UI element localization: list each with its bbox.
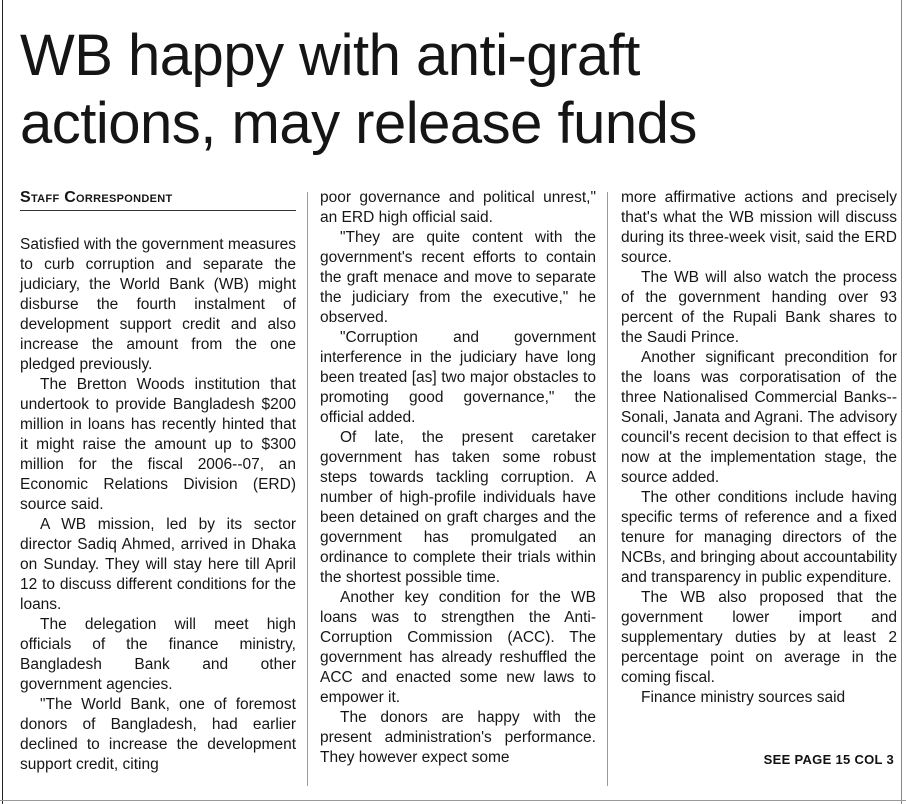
paragraph-15: Finance ministry sources said bbox=[641, 689, 846, 706]
byline: Staff Correspondent bbox=[20, 188, 296, 211]
paragraph-10-start: The donors are happy with the present administration's performance. They however expect some bbox=[320, 709, 596, 766]
continuation-note: SEE PAGE 15 COL 3 bbox=[763, 752, 894, 767]
column-1 bbox=[20, 188, 296, 775]
page-border-bottom bbox=[0, 800, 906, 801]
paragraph-5-end: poor governance and political unrest," an ERD high official said. bbox=[320, 189, 596, 226]
paragraph-14: The WB also proposed that the government lower import and supplementary duties by at least 2 percentage point on average in the coming fiscal. bbox=[621, 589, 897, 686]
paragraph-1: Satisfied with the government measures to curb corruption and separate the judiciary, the World Bank (WB) might disburse the fourth instalment of development support credit and also increase the amount from the one pledged previously. bbox=[20, 236, 296, 373]
paragraph-9: Another key condition for the WB loans was to strengthen the Anti-Corruption Commission (ACC). The government has already reshuffled the ACC and enacted some new laws to empower it. bbox=[320, 589, 596, 706]
paragraph-4: The delegation will meet high officials of the finance ministry, Bangladesh Bank and other government agencies. bbox=[20, 616, 296, 693]
headline-line-1: WB happy with anti-graft bbox=[20, 23, 640, 88]
headline-line-2: actions, may release funds bbox=[20, 91, 697, 156]
column-2 bbox=[320, 188, 596, 768]
paragraph-11: The WB will also watch the process of the government handing over 93 percent of the Rupali Bank shares to the Saudi Prince. bbox=[621, 269, 897, 346]
paragraph-8: Of late, the present caretaker government has taken some robust steps towards tackling corruption. A number of high-profile individuals have been detained on graft charges and the government has promulgated an ordinance to complete their trials within the shortest possible time. bbox=[320, 429, 596, 586]
paragraph-5-start: "The World Bank, one of foremost donors of Bangladesh, had earlier declined to increase the development support credit, citing bbox=[20, 696, 296, 773]
headline bbox=[20, 22, 900, 158]
column-3 bbox=[621, 188, 897, 708]
paragraph-6: "They are quite content with the government's recent efforts to contain the graft menace and move to separate the judiciary from the executive," he observed. bbox=[320, 229, 596, 326]
paragraph-13: The other conditions include having specific terms of reference and a fixed tenure for managing directors of the NCBs, and bringing about accountability and transparency in public expenditure. bbox=[621, 489, 897, 586]
paragraph-3: A WB mission, led by its sector director Sadiq Ahmed, arrived in Dhaka on Sunday. They will stay here till April 12 to discuss different conditions for the loans. bbox=[20, 516, 296, 613]
paragraph-2: The Bretton Woods institution that undertook to provide Bangladesh $200 million in loans has recently hinted that it might raise the amount up to $300 million for the fiscal 2006--07, an Economic Relations Division (ERD) source said. bbox=[20, 376, 296, 513]
paragraph-10-end: more affirmative actions and precisely that's what the WB mission will discuss during its three-week visit, said the ERD source. bbox=[621, 189, 897, 266]
paragraph-12: Another significant precondition for the loans was corporatisation of the three Nationalised Commercial Banks--Sonali, Janata and Agrani. The advisory council's recent decision to that effect is now at the implementation stage, the source added. bbox=[621, 349, 897, 486]
paragraph-7: "Corruption and government interference in the judiciary have long been treated [as] two major obstacles to promoting good governance," the official added. bbox=[320, 329, 596, 426]
article-body bbox=[0, 188, 906, 788]
